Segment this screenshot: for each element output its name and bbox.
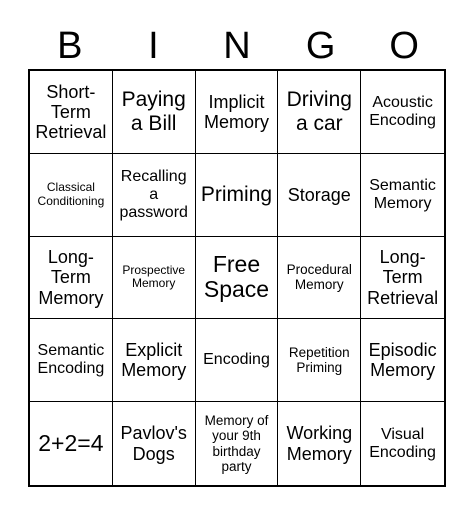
cell-text: Memory of your 9th birthday party — [204, 413, 269, 474]
bingo-cell-r2c3[interactable] — [196, 154, 279, 237]
header-letter-o: O — [389, 25, 419, 67]
cell-text: Encoding — [203, 351, 270, 369]
bingo-cell-r4c4[interactable] — [278, 319, 361, 402]
bingo-cell-r5c4[interactable] — [278, 402, 361, 485]
bingo-cell-r4c1[interactable] — [30, 319, 113, 402]
bingo-cell-r3c1[interactable] — [30, 237, 113, 320]
cell-text: Free Space — [203, 250, 270, 303]
cell-text: Classical Conditioning — [37, 180, 105, 208]
header-letter-b: B — [57, 25, 83, 67]
bingo-cell-r1c4[interactable] — [278, 71, 361, 154]
cell-text: Priming — [200, 182, 273, 206]
cell-text: Recalling a password — [119, 167, 188, 221]
bingo-cell-r3c2[interactable] — [113, 237, 196, 320]
cell-text: Explicit Memory — [121, 340, 187, 381]
bingo-cell-r2c2[interactable] — [113, 154, 196, 237]
cell-text: Semantic Encoding — [37, 342, 105, 378]
header-letter-g: G — [305, 25, 336, 67]
bingo-cell-r5c2[interactable] — [113, 402, 196, 485]
header-letter-n: N — [223, 25, 251, 67]
bingo-header — [28, 22, 446, 70]
cell-text: Pavlov's Dogs — [120, 423, 187, 464]
bingo-board — [28, 69, 446, 487]
cell-text: Implicit Memory — [203, 91, 269, 132]
bingo-cell-r2c4[interactable] — [278, 154, 361, 237]
bingo-cell-r4c2[interactable] — [113, 319, 196, 402]
bingo-cell-r2c5[interactable] — [361, 154, 444, 237]
bingo-cell-r2c1[interactable] — [30, 154, 113, 237]
bingo-cell-r4c5[interactable] — [361, 319, 444, 402]
bingo-cell-r1c2[interactable] — [113, 71, 196, 154]
cell-text: Driving a car — [286, 88, 352, 135]
cell-text: 2+2=4 — [38, 429, 104, 456]
cell-text: Paying a Bill — [121, 88, 186, 135]
cell-text: Prospective Memory — [122, 263, 186, 291]
cell-text: Procedural Memory — [286, 262, 352, 293]
cell-text: Acoustic Encoding — [369, 93, 436, 129]
cell-text: Episodic Memory — [368, 340, 437, 381]
bingo-cell-r1c5[interactable] — [361, 71, 444, 154]
cell-text: Repetition Priming — [288, 345, 350, 376]
cell-text: Semantic Memory — [369, 176, 436, 212]
cell-text: Long-Term Retrieval — [367, 247, 439, 308]
bingo-cell-r4c3[interactable] — [196, 319, 279, 402]
bingo-cell-r5c3[interactable] — [196, 402, 279, 485]
bingo-cell-r1c1[interactable] — [30, 71, 113, 154]
cell-text: Working Memory — [286, 423, 353, 464]
cell-text: Visual Encoding — [369, 425, 436, 461]
header-letter-i: I — [148, 25, 159, 67]
bingo-cell-r5c1[interactable] — [30, 402, 113, 485]
cell-text: Short-Term Retrieval — [35, 81, 107, 142]
bingo-cell-r5c5[interactable] — [361, 402, 444, 485]
bingo-cell-free-space[interactable] — [196, 237, 279, 320]
bingo-cell-r1c3[interactable] — [196, 71, 279, 154]
bingo-cell-r3c5[interactable] — [361, 237, 444, 320]
cell-text: Storage — [287, 184, 351, 205]
cell-text: Long-Term Memory — [38, 247, 104, 308]
bingo-cell-r3c4[interactable] — [278, 237, 361, 320]
